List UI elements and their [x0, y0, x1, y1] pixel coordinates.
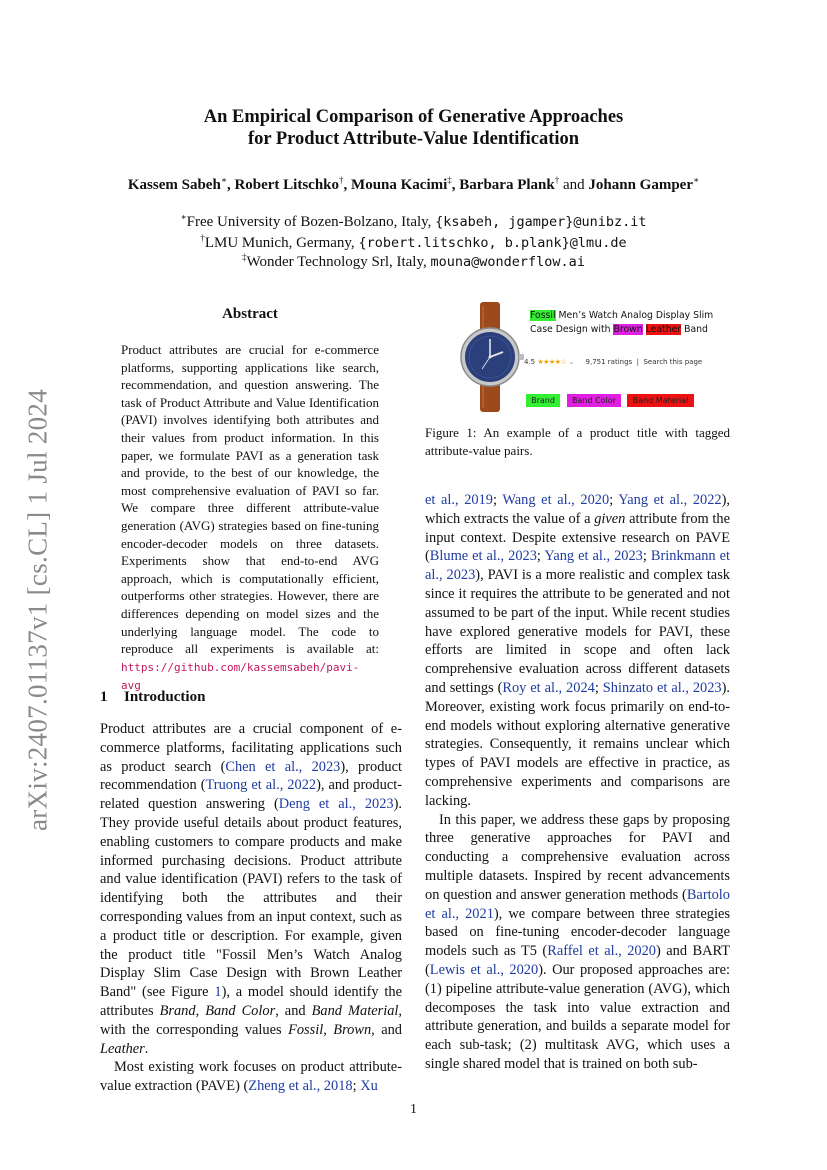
attribute-value: Fossil	[288, 1021, 324, 1038]
body-text: ;	[493, 492, 503, 508]
citation-link[interactable]: Yang et al., 2023	[544, 548, 643, 565]
watch-product-image	[452, 302, 526, 412]
code-link[interactable]: https://github.com/kassemsabeh/pavi-avg	[121, 660, 360, 693]
citation-link[interactable]: Zheng et al., 2018	[248, 1078, 353, 1095]
right-column-body	[425, 491, 730, 1074]
citation-link[interactable]: Lewis et al., 2020	[429, 961, 539, 978]
author-name: Robert Litschko	[234, 177, 340, 193]
citation-link[interactable]: Wang et al., 2020	[502, 492, 610, 508]
body-text: ;	[642, 548, 651, 565]
author-name: Barbara Plank	[459, 177, 555, 193]
citation-link[interactable]: Roy et al., 2024	[502, 679, 595, 696]
body-text: ;	[352, 1078, 361, 1095]
left-column-body	[100, 720, 402, 1096]
star-rating-icon: ★★★★☆	[537, 358, 567, 366]
citation-link[interactable]: Brinkmann et al., 2023	[425, 548, 730, 584]
body-text: Most existing work focuses on product attribute-value extraction (PAVE) (	[100, 1059, 402, 1095]
product-title-text: Men’s Watch Analog Display Slim Case Design with	[530, 310, 714, 335]
arxiv-stamp	[18, 380, 58, 840]
arxiv-stamp-text: arXiv:2407.01137v1 [cs.CL] 1 Jul 2024	[22, 388, 53, 832]
body-text: ) and BART (	[425, 943, 730, 978]
author-name: Mouna Kacimi	[351, 177, 448, 193]
affiliation-mark: †	[200, 233, 205, 243]
tag-band-color: Band Color	[567, 394, 621, 407]
body-text: ), product recommendation (	[100, 758, 402, 794]
paper-title	[0, 106, 827, 150]
attribute-name: Band Material	[311, 1002, 399, 1019]
abstract-body	[121, 341, 379, 695]
attribute-value: Brown	[333, 1021, 372, 1038]
abstract-heading: Abstract	[222, 306, 278, 322]
product-title-text: Band	[681, 323, 708, 335]
affiliation-text: Free University of Bozen-Bolzano, Italy,	[186, 214, 436, 230]
body-text: , with the corresponding values	[100, 1002, 402, 1038]
affiliation-text: LMU Munich, Germany,	[204, 235, 359, 251]
attribute-value: Leather	[100, 1040, 145, 1057]
product-rating: 4.5 ★★★★☆ ⌄ 9,751 ratings | Search this page	[524, 358, 703, 366]
figure-reference-link[interactable]: 1	[214, 984, 222, 1001]
citation-link[interactable]: Xu	[360, 1078, 378, 1095]
affiliation-email: {ksabeh, jgamper}@unibz.it	[435, 214, 647, 230]
citation-link[interactable]: Raffel et al., 2020	[547, 943, 657, 960]
tag-band-material: Band Material	[627, 394, 694, 407]
attribute-name: Brand	[159, 1002, 196, 1019]
affiliation	[0, 208, 827, 231]
citation-link[interactable]: Truong et al., 2022	[205, 777, 317, 794]
section-heading	[100, 689, 400, 706]
body-text: , and	[371, 1021, 402, 1038]
body-text: Product attributes are a crucial component of e-commerce platforms, facilitating applications such as product search (	[100, 721, 402, 775]
author-name: Kassem Sabeh	[127, 177, 221, 193]
brand-highlight: Fossil	[530, 310, 556, 321]
citation-link[interactable]: Shinzato et al., 2023	[602, 679, 722, 696]
intro-paragraph-3	[425, 811, 730, 1074]
material-highlight: Leather	[645, 323, 682, 335]
color-highlight: Brown	[613, 323, 643, 335]
attribute-name: Band Color	[205, 1002, 276, 1019]
author-name: Johann Gamper	[588, 177, 693, 193]
citation-link[interactable]: Chen et al., 2023	[225, 758, 341, 775]
body-text: ). They provide useful details about product features, enabling customers to compare products and make informed purchasing decisions. Product attribute and value identification (PAVI) refers to the task of identifying both the attributes and their corresponding values from an input context, such as a product title or description. For example, given the product title "Fossil Men’s Watch Analog Display Slim Case Design with Brown Leather Band" (see Figure	[100, 796, 402, 1001]
intro-paragraph-1	[100, 720, 402, 1058]
body-text: ). Moreover, existing work focus primarily on end-to-end models without exploring alternative generative strategies. Consequently, it remains unclear which types of PAVI models are effective in practice, as comprehensive experiments and comparisons are lacking.	[425, 679, 730, 809]
body-text: ), a model should identify the attributes	[100, 984, 402, 1019]
citation-link[interactable]: Bartolo et al., 2021	[425, 886, 730, 922]
chevron-down-icon: ⌄	[568, 358, 575, 366]
body-text: ;	[609, 492, 619, 508]
tag-brand: Brand	[526, 394, 560, 407]
rating-value: 4.5	[524, 358, 536, 366]
body-text: ). Our proposed approaches are: (1) pipeline attribute-value generation (AVG), which decomposes the task into value extraction and attribute generation, and builds a separate model for each sub-task; (2) multitask AVG, which uses a single shared model that is trained on both sub-	[425, 961, 730, 1072]
product-title	[530, 309, 730, 336]
affiliation-text: Wonder Technology Srl, Italy,	[246, 254, 431, 270]
affiliation-email: mouna@wonderflow.ai	[430, 254, 585, 270]
intro-paragraph-2-cont	[425, 491, 730, 811]
body-text: attribute from the input context. Despite extensive research on PAVE (	[425, 510, 730, 565]
body-text: ), PAVI is a more realistic and complex task since it requires the attribute to be generated and not assumed to be part of the input. While recent studies have explored generative models for PAVI, these efforts are limited in scope and often lack comprehensive evaluation across different datasets and settings (	[425, 567, 730, 696]
citation-link[interactable]: et al., 2019	[425, 492, 493, 508]
affiliation-mark: ‡	[242, 252, 247, 262]
title-line-2: for Product Attribute-Value Identification	[247, 129, 580, 149]
author-mark: ∗	[220, 175, 227, 185]
citation-link[interactable]: Deng et al., 2023	[278, 796, 394, 813]
author-mark: †	[339, 175, 344, 185]
figure-1	[450, 300, 730, 416]
citation-link[interactable]: Yang et al., 2022	[618, 492, 722, 508]
title-line-1: An Empirical Comparison of Generative Approaches	[203, 107, 624, 127]
section-number: 1	[100, 689, 108, 705]
emphasis-text: given	[594, 510, 626, 527]
body-text: In this paper, we address these gaps by proposing three generative approaches for PAVI and conducting a comprehensive evaluation across multiple datasets. Inspired by recent advancements on question and answer generation methods (	[425, 811, 730, 903]
citation-link[interactable]: Blume et al., 2023	[429, 548, 537, 565]
section-title: Introduction	[124, 689, 206, 705]
ratings-count: 9,751 ratings	[585, 358, 633, 366]
body-text: ,	[195, 1002, 206, 1019]
body-text: ,	[323, 1021, 334, 1038]
intro-paragraph-2	[100, 1058, 402, 1096]
body-text: ), we compare between three strategies based on fine-tuning encoder-decoder language models such as T5 (	[425, 905, 730, 960]
author-mark: ‡	[447, 175, 452, 185]
body-text: ), which extracts the value of a	[425, 492, 731, 527]
author-conjunction: and	[562, 177, 585, 193]
author-mark: ∗	[693, 175, 700, 185]
affiliation	[0, 248, 827, 271]
body-text: , and	[275, 1002, 312, 1019]
abstract-text: Product attributes are crucial for e-commerce platforms, supporting applications like search, recommendation, and question answering. The task of Product Attribute and Value Identification (PAVI) involves identifying both attributes and their values from product information. In this paper, we formulate PAVI as a generation task and provide, to the best of our knowledge, the most comprehensive evaluation of PAVI so far. We compare three different attribute-value generation (AVG) strategies based on fine-tuning encoder-decoder models on three datasets. Experiments show that end-to-end AVG approach, which is computationally efficient, outperforms other strategies. However, there are differences depending on model sizes and the underlying language model. The code to reproduce all experiments is available at:	[121, 342, 379, 657]
figure-caption: Figure 1: An example of a product title with tagged attribute-value pairs.	[425, 425, 730, 458]
body-text: ), and product-related question answering (	[100, 777, 402, 813]
author-list: Kassem Sabeh∗, Robert Litschko†, Mouna Kacimi‡, Barbara Plank† and Johann Gamper∗	[127, 175, 700, 193]
page-number: 1	[410, 1102, 417, 1117]
body-text: ;	[536, 548, 545, 565]
author-mark: †	[554, 175, 560, 185]
affiliation-email: {robert.litschko, b.plank}@lmu.de	[358, 235, 627, 251]
affiliation-mark: ∗	[180, 212, 187, 222]
body-text: ;	[594, 679, 603, 696]
body-text: .	[144, 1040, 149, 1057]
search-page-link: Search this page	[643, 358, 703, 366]
